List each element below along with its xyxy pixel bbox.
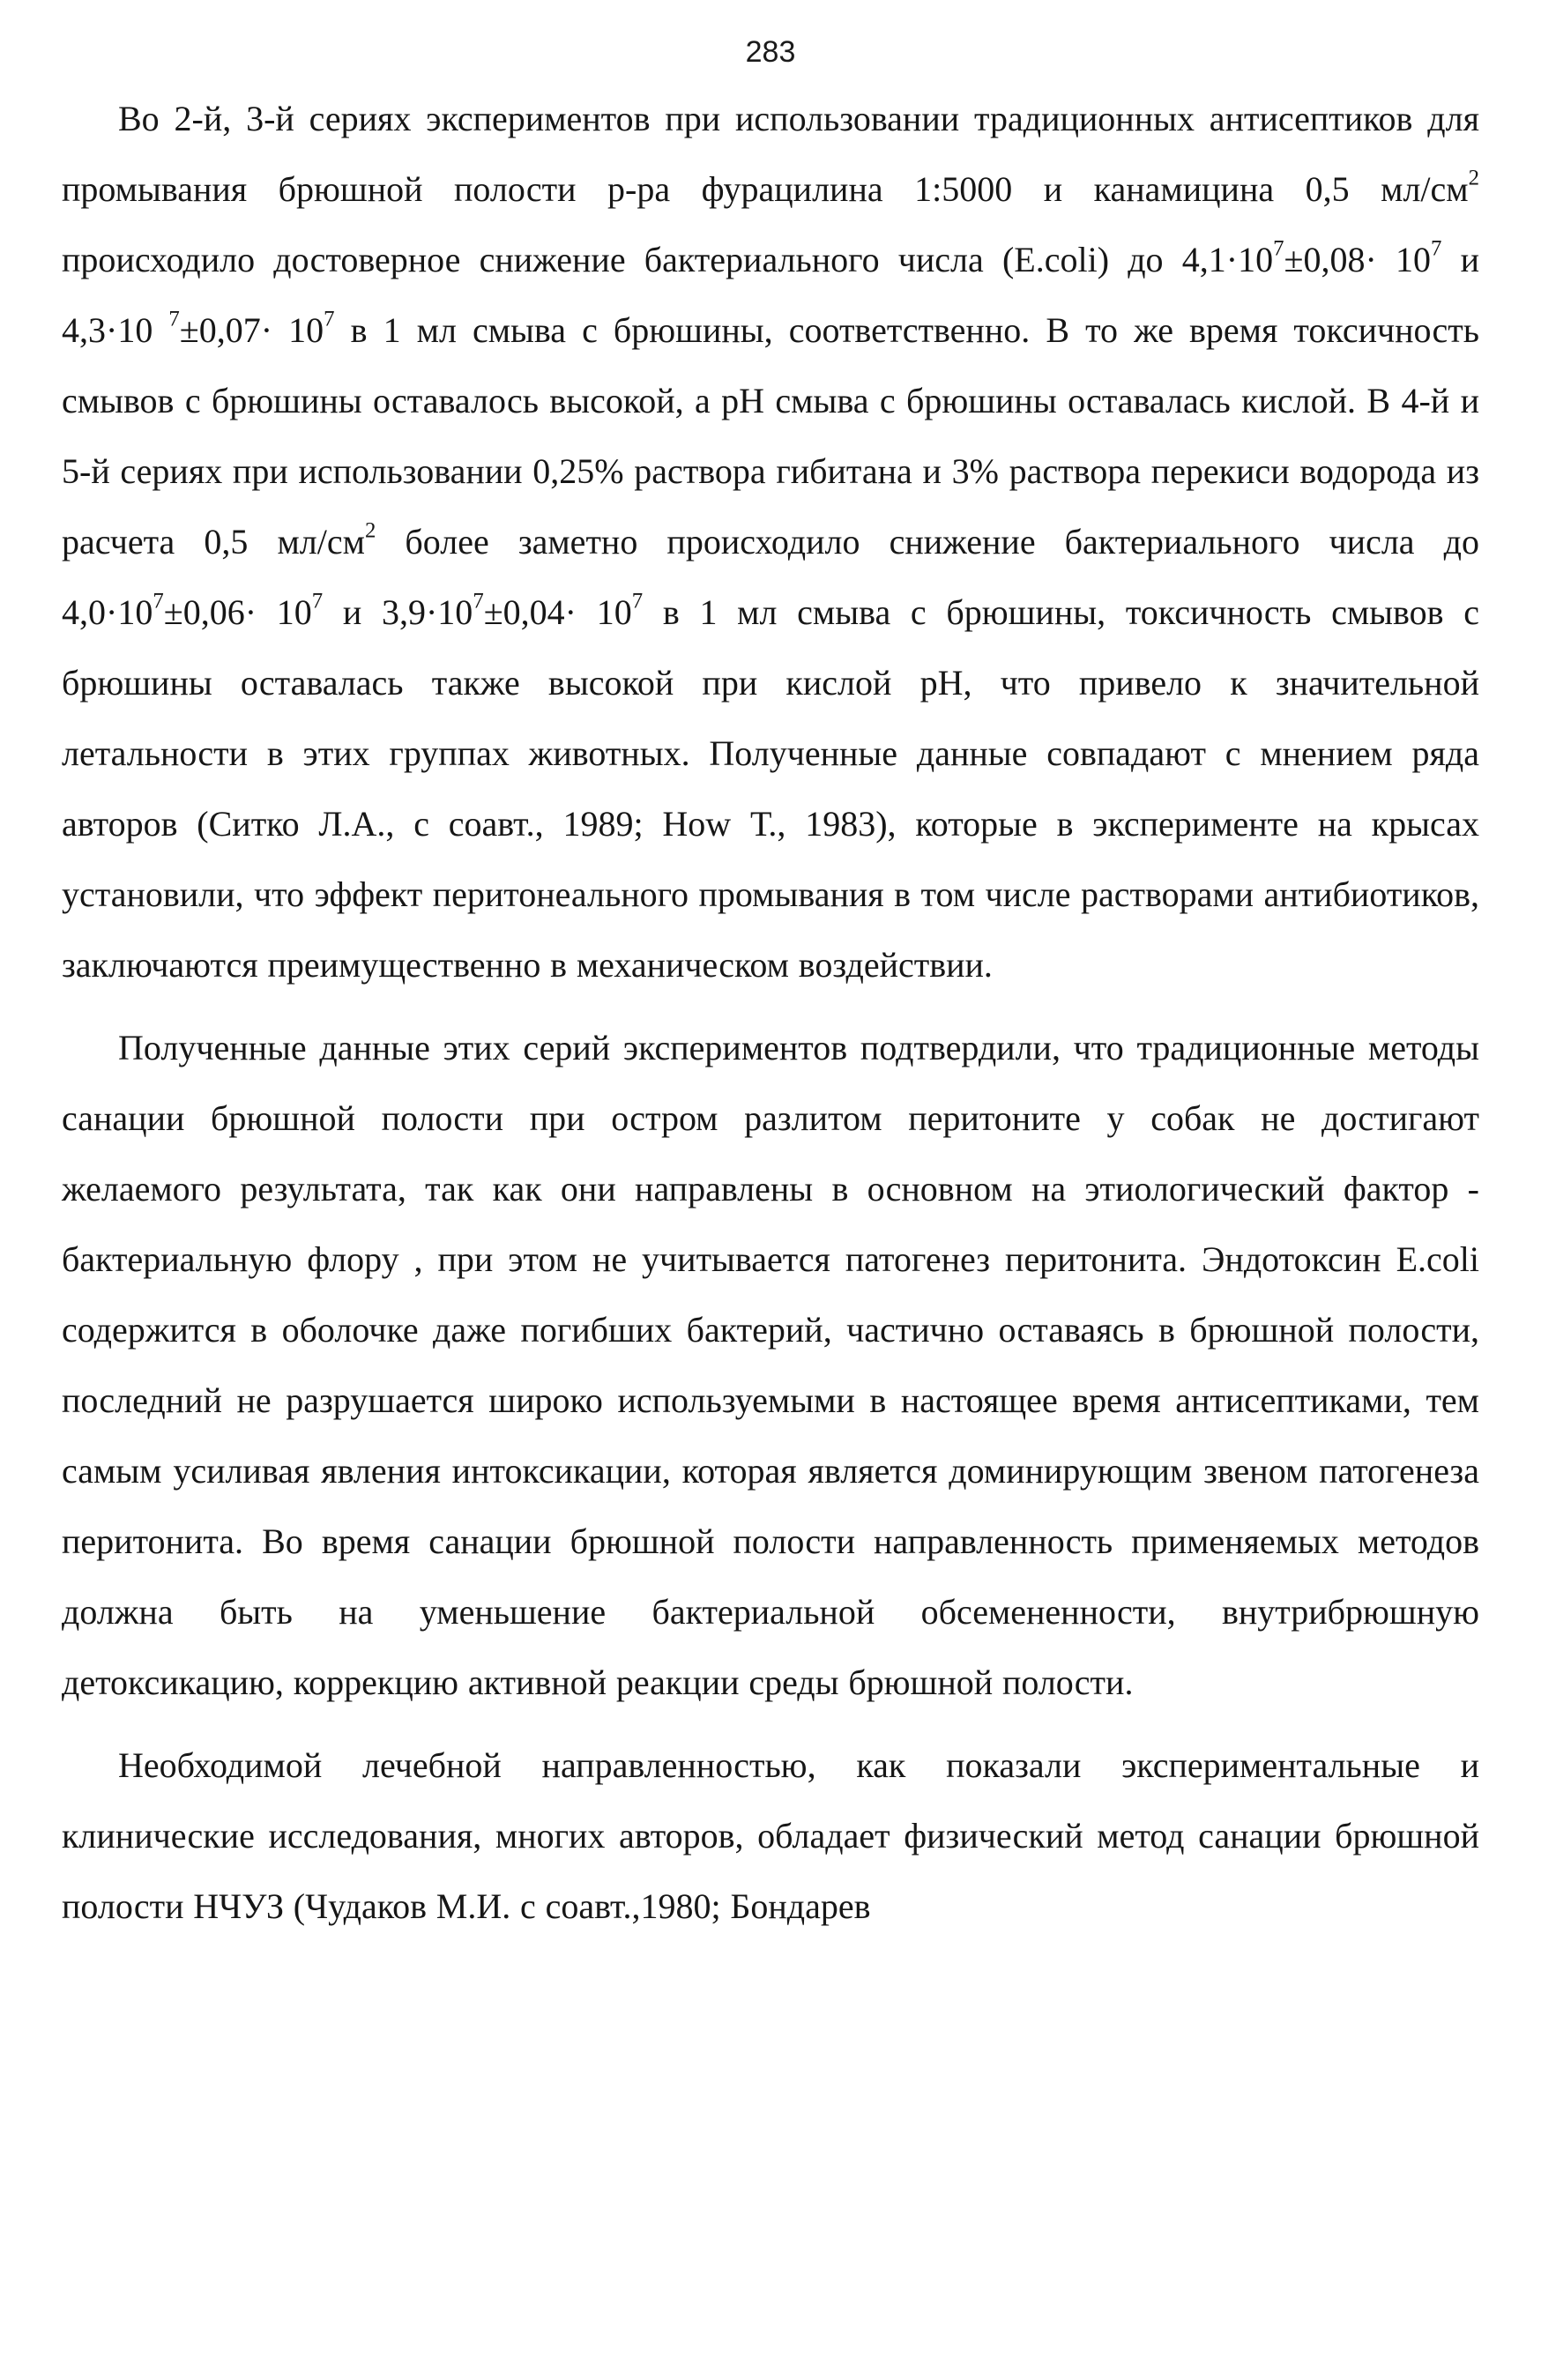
paragraph: [62, 84, 1479, 1000]
superscript-exponent: 7: [1430, 236, 1442, 261]
superscript-exponent: 7: [324, 307, 335, 331]
text-run: ±0,07· 10: [179, 310, 324, 350]
superscript-exponent: 2: [364, 518, 376, 543]
text-run: Во 2-й, 3-й сериях экспериментов при использовании традиционных антисептиков для промывания брюшной полости р-ра фурацилина 1:5000 и канамицина 0,5 мл/см: [62, 99, 1479, 209]
text-run: Полученные данные этих серий экспериментов подтвердили, что традиционные методы санации брюшной полости при остром разлитом перитоните у собак не достигают желаемого результата, так как они направлены в основном на этиологический фактор - бактериальную флору , при этом не учитывается патогенез перитонита. Эндотоксин E.coli содержится в оболочке даже погибших бактерий, частично оставаясь в брюшной полости, последний не разрушается широко используемыми в настоящее время антисептиками, тем самым усиливая явления интоксикации, которая является доминирующим звеном патогенеза перитонита. Во время санации брюшной полости направленность применяемых методов должна быть на уменьшение бактериальной обсемененности, внутрибрюшную детоксикацию, коррекцию активной реакции среды брюшной полости.: [62, 1028, 1479, 1702]
text-run: Необходимой лечебной направленностью, как показали экспериментальные и клинические исследования, многих авторов, обладает физический метод санации брюшной полости НЧУЗ (Чудаков М.И. с соавт.,1980; Бондарев: [62, 1745, 1479, 1926]
superscript-exponent: 7: [1273, 236, 1284, 261]
superscript-exponent: 7: [311, 589, 324, 614]
superscript-exponent: 7: [473, 589, 484, 614]
text-run: ±0,08· 10: [1284, 240, 1431, 279]
paragraph: [62, 1013, 1479, 1718]
text-run: происходило достоверное снижение бактериального числа (E.coli) до 4,1·10: [62, 240, 1274, 279]
text-run: ±0,06· 10: [163, 592, 312, 632]
text-run: в 1 мл смыва с брюшины, токсичность смывов с брюшины оставалась также высокой при кислой pH, что привело к значительной летальности в этих группах животных. Полученные данные совпадают с мнением ряда авторов (Ситко Л.А., с соавт., 1989; How Т., 1983), которые в эксперименте на крысах установили, что эффект перитонеального промывания в том числе растворами антибиотиков, заключаются преимущественно в механическом воздействии.: [62, 592, 1480, 985]
superscript-exponent: 7: [168, 307, 180, 331]
superscript-exponent: 2: [1468, 166, 1479, 190]
text-run: в 1 мл смыва с брюшины, соответственно. В то же время токсичность смывов с брюшины оставалось высокой, а pH смыва с брюшины оставалась кислой. В 4-й и 5-й сериях при использовании 0,25% раствора гибитана и 3% раствора перекиси водорода из расчета 0,5 мл/см: [62, 310, 1479, 562]
paragraph: [62, 1730, 1479, 1942]
text-run: и 4,3·10: [62, 240, 1479, 350]
superscript-exponent: 7: [153, 589, 164, 614]
text-run: и 3,9·10: [323, 592, 473, 632]
superscript-exponent: 7: [631, 589, 644, 614]
body-text: [62, 84, 1479, 1942]
text-run: более заметно происходило снижение бактериального числа до 4,0·10: [62, 522, 1479, 632]
text-run: ±0,04· 10: [483, 592, 632, 632]
page-number: 283: [745, 35, 796, 69]
